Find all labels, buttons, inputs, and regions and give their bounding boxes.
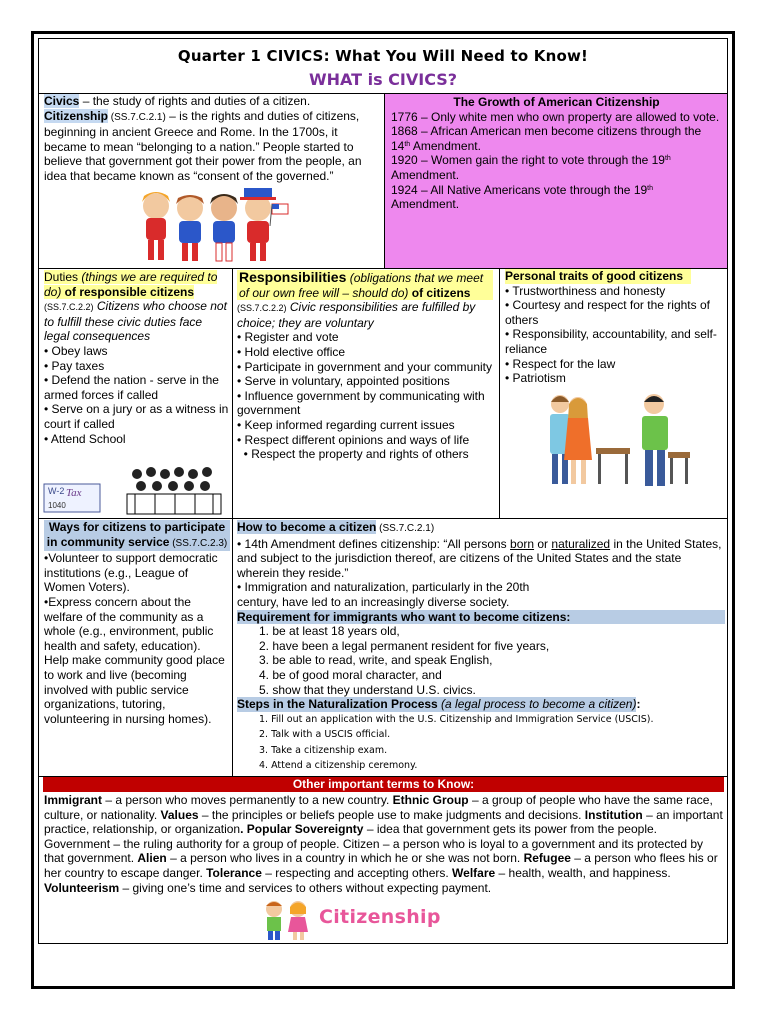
- citizenship-code: (SS.7.C.2.1): [108, 111, 166, 123]
- growth-item-text: 1920 – Women gain the right to vote through the 19: [391, 153, 665, 168]
- participate-code: (SS.7.C.2.3): [169, 537, 228, 549]
- responsibility-item: • Hold elective office: [237, 344, 346, 359]
- civics-term: Civics: [44, 94, 80, 108]
- community-service-box: [44, 520, 230, 774]
- trait-item: • Patriotism: [505, 371, 566, 386]
- term-definition: – the principles or beliefs people use to make judgments and decisions.: [198, 807, 585, 822]
- participate-para: •Express concern about the welfare of the community as a whole (e.g., environment, public health and safety, education).: [44, 594, 214, 653]
- term-definition: – a person who lives in a country in which he or she was not born.: [166, 851, 524, 866]
- growth-item: [391, 183, 722, 212]
- responsibilities-word: Responsibilities: [239, 270, 347, 285]
- term-word: Immigrant: [44, 793, 103, 807]
- term-word: Refugee: [523, 851, 571, 866]
- requirement-item: 4. be of good moral character, and: [259, 667, 442, 682]
- trait-item: • Trustworthiness and honesty: [505, 283, 666, 298]
- steps-list: [237, 712, 725, 774]
- growth-item-text: Amendment.: [391, 167, 460, 182]
- citizenship-term: Citizenship: [44, 108, 109, 123]
- duties-word: Duties: [44, 270, 79, 284]
- term-word: Alien: [137, 851, 167, 866]
- steps-paren: (a legal process to become a citizen): [437, 697, 637, 712]
- responsibilities-note: Civic responsibilities are fulfilled by choice; they are voluntary: [237, 300, 476, 330]
- responsibility-item: • Respect different opinions and ways of life: [237, 432, 470, 447]
- page-title: Quarter 1 CIVICS: What You Will Need to Know!: [177, 47, 589, 65]
- participate-para: Help make community good place to work and live (becoming involved with public service organizations, tutoring, volunteering in nursing homes).: [44, 653, 225, 726]
- children-clipart: [134, 186, 290, 266]
- trait-item: • Responsibility, accountability, and self-reliance: [505, 327, 717, 356]
- svg-text:1040: 1040: [48, 501, 66, 510]
- responsibility-item: • Keep informed regarding current issues: [237, 417, 455, 432]
- tax-form-clipart: [42, 480, 104, 514]
- growth-heading: The Growth of American Citizenship: [453, 95, 660, 109]
- desk-icon: [596, 448, 630, 484]
- terms-text: [44, 793, 724, 903]
- duties-code: (SS.7.C.2.2): [44, 302, 94, 313]
- growth-item-text: Amendment.: [391, 197, 460, 212]
- requirement-item: 5. show that they understand U.S. civics.: [259, 682, 476, 697]
- term-word: Values: [160, 807, 199, 822]
- citizenship-definition: – is the rights and duties of citizens, beginning in ancient Greece and Rome. In the 1700s, it became to mean “belonging to a nation.” People started to believe that government got their power from the people, an idea that became known as “consent of the governed.”: [44, 108, 362, 183]
- ordinal-suffix: th: [647, 184, 654, 192]
- growth-list: [391, 110, 722, 212]
- citizenship-logo-kids: [258, 898, 316, 942]
- term-definition: – a person who moves permanently to a new country.: [102, 793, 393, 807]
- citizenship-growth-box: [385, 94, 727, 268]
- civics-definition: – the study of rights and duties of a citizen.: [79, 94, 311, 108]
- child-figure: [142, 192, 170, 260]
- child-figure: [176, 195, 204, 261]
- growth-item-text: 1776 – Only white men who own property are allowed to vote.: [391, 109, 720, 124]
- trait-item: • Courtesy and respect for the rights of others: [505, 298, 710, 327]
- growth-item-text: 1924 – All Native Americans vote through the 19: [391, 182, 648, 197]
- steps-heading: Steps in the Naturalization Process: [237, 697, 438, 712]
- become-code: (SS.7.C.2.1): [376, 523, 435, 534]
- requirements-heading: Requirement for immigrants who want to become citizens:: [237, 610, 725, 625]
- grid-line: [499, 268, 500, 518]
- flag-icon: [270, 204, 288, 226]
- svg-text:Tax: Tax: [66, 487, 82, 499]
- student-figure: [564, 397, 592, 484]
- duties-paren: (things we are required to do): [44, 270, 218, 299]
- duties-bold: of responsible citizens: [61, 284, 195, 299]
- term-definition: – respecting and accepting others.: [261, 865, 453, 880]
- steps-colon: :: [636, 697, 641, 712]
- naturalization-step: 4. Attend a citizenship ceremony.: [259, 759, 418, 771]
- responsibilities-list: [237, 330, 497, 461]
- personal-traits-box: [505, 269, 725, 399]
- term-definition: – giving one’s time and services to others without expecting payment.: [119, 880, 492, 895]
- term-definition: – idea that government gets its power from the people. Government – the ruling authority for a group of people. Citizen – a person who is loyal to a government and its protected by that government.: [44, 822, 704, 866]
- term-definition: – a person who flees his or her country to escape danger.: [44, 851, 718, 880]
- grid-line: [38, 518, 728, 519]
- page-subtitle: WHAT is CIVICS?: [308, 70, 458, 89]
- duty-item: • Obey laws: [44, 343, 108, 358]
- requirement-item: 3. be able to read, write, and speak English,: [259, 653, 493, 668]
- term-word: Welfare: [452, 865, 496, 880]
- term-definition: – a group of people who have the same race, culture, or nationality.: [44, 793, 713, 822]
- duty-item: • Serve on a jury or as a witness in court if called: [44, 402, 229, 431]
- requirements-list: [237, 624, 725, 697]
- grid-line: [232, 268, 233, 776]
- naturalization-step: 1. Fill out an application with the U.S. Citizenship and Immigration Service (USCIS).: [259, 713, 654, 725]
- student-figure: [642, 394, 668, 486]
- amendment-born: born: [510, 536, 535, 551]
- amendment-text: • 14th Amendment defines citizenship: “All persons: [237, 536, 511, 551]
- duty-item: • Attend School: [44, 431, 126, 446]
- become-citizen-box: [237, 520, 725, 776]
- responsibility-item: • Participate in government and your community: [237, 359, 492, 374]
- duty-item: • Defend the nation - serve in the armed forces if called: [44, 373, 219, 402]
- become-heading: How to become a citizen: [237, 520, 377, 534]
- term-word: . Popular Sovereignty: [240, 822, 364, 837]
- growth-item: [391, 110, 722, 125]
- responsibility-item: • Register and vote: [237, 330, 339, 345]
- term-definition: – health, wealth, and happiness.: [495, 865, 671, 880]
- naturalization-step: 2. Talk with a USCIS official.: [259, 729, 391, 741]
- term-word: Volunteerism: [44, 880, 120, 895]
- duties-list: [44, 344, 230, 446]
- traits-heading: Personal traits of good citizens: [505, 269, 691, 284]
- desk-icon: [668, 452, 690, 484]
- term-word: Tolerance: [206, 865, 262, 880]
- responsibility-item: • Influence government by communicating with government: [237, 388, 489, 418]
- naturalization-step: 3. Take a citizenship exam.: [259, 744, 388, 756]
- growth-item-text: 1868 – African American men become citizens through the 14: [391, 124, 702, 153]
- participate-heading: Ways for citizens to participate in community service: [46, 520, 226, 549]
- trait-item: • Respect for the law: [505, 356, 616, 371]
- amendment-rest: in the United States, and subject to the jurisdiction thereof, are citizens of the United States and the state wherein they reside.”: [237, 536, 722, 580]
- term-definition: – an important practice, relationship, or organization: [44, 807, 723, 837]
- child-figure: [210, 194, 238, 261]
- growth-item: [391, 153, 722, 182]
- amendment-or: or: [534, 536, 552, 551]
- growth-item: [391, 124, 722, 153]
- students-pledge-clipart: [544, 390, 690, 494]
- amendment-naturalized: naturalized: [551, 536, 611, 551]
- responsibility-item: • Respect the property and rights of others: [237, 447, 469, 462]
- ordinal-suffix: th: [404, 140, 411, 148]
- term-word: Institution: [584, 807, 643, 822]
- citizenship-logo-text: Citizenship: [319, 906, 441, 928]
- responsibilities-code: (SS.7.C.2.2): [237, 303, 287, 314]
- requirement-item: 1. be at least 18 years old,: [259, 624, 400, 639]
- immigration-text: • Immigration and naturalization, particularly in the 20th century, have led to an increasingly diverse society.: [237, 580, 530, 609]
- duty-item: • Pay taxes: [44, 358, 105, 373]
- terms-heading-bar: Other important terms to Know:: [43, 777, 724, 792]
- responsibilities-box: [237, 270, 497, 516]
- participate-para: •Volunteer to support democratic institutions (e.g., League of Women Voters).: [44, 551, 218, 595]
- growth-item-text: Amendment.: [410, 138, 481, 153]
- civics-definition-box: [44, 94, 382, 184]
- term-word: Ethnic Group: [392, 793, 469, 807]
- responsibilities-bold: of citizens: [408, 285, 471, 300]
- requirement-item: 2. have been a legal permanent resident for five years,: [259, 638, 550, 653]
- ordinal-suffix: th: [664, 155, 671, 163]
- jury-clipart: [125, 464, 223, 516]
- traits-list: [505, 284, 725, 386]
- responsibility-item: • Serve in voluntary, appointed positions: [237, 374, 450, 389]
- duties-note: Citizens who choose not to fulfill these civic duties face legal consequences: [44, 299, 227, 344]
- duties-box: [44, 270, 230, 460]
- responsibilities-paren: (obligations that we meet of our own free will – should do): [239, 271, 484, 300]
- svg-text:W-2: W-2: [48, 486, 65, 496]
